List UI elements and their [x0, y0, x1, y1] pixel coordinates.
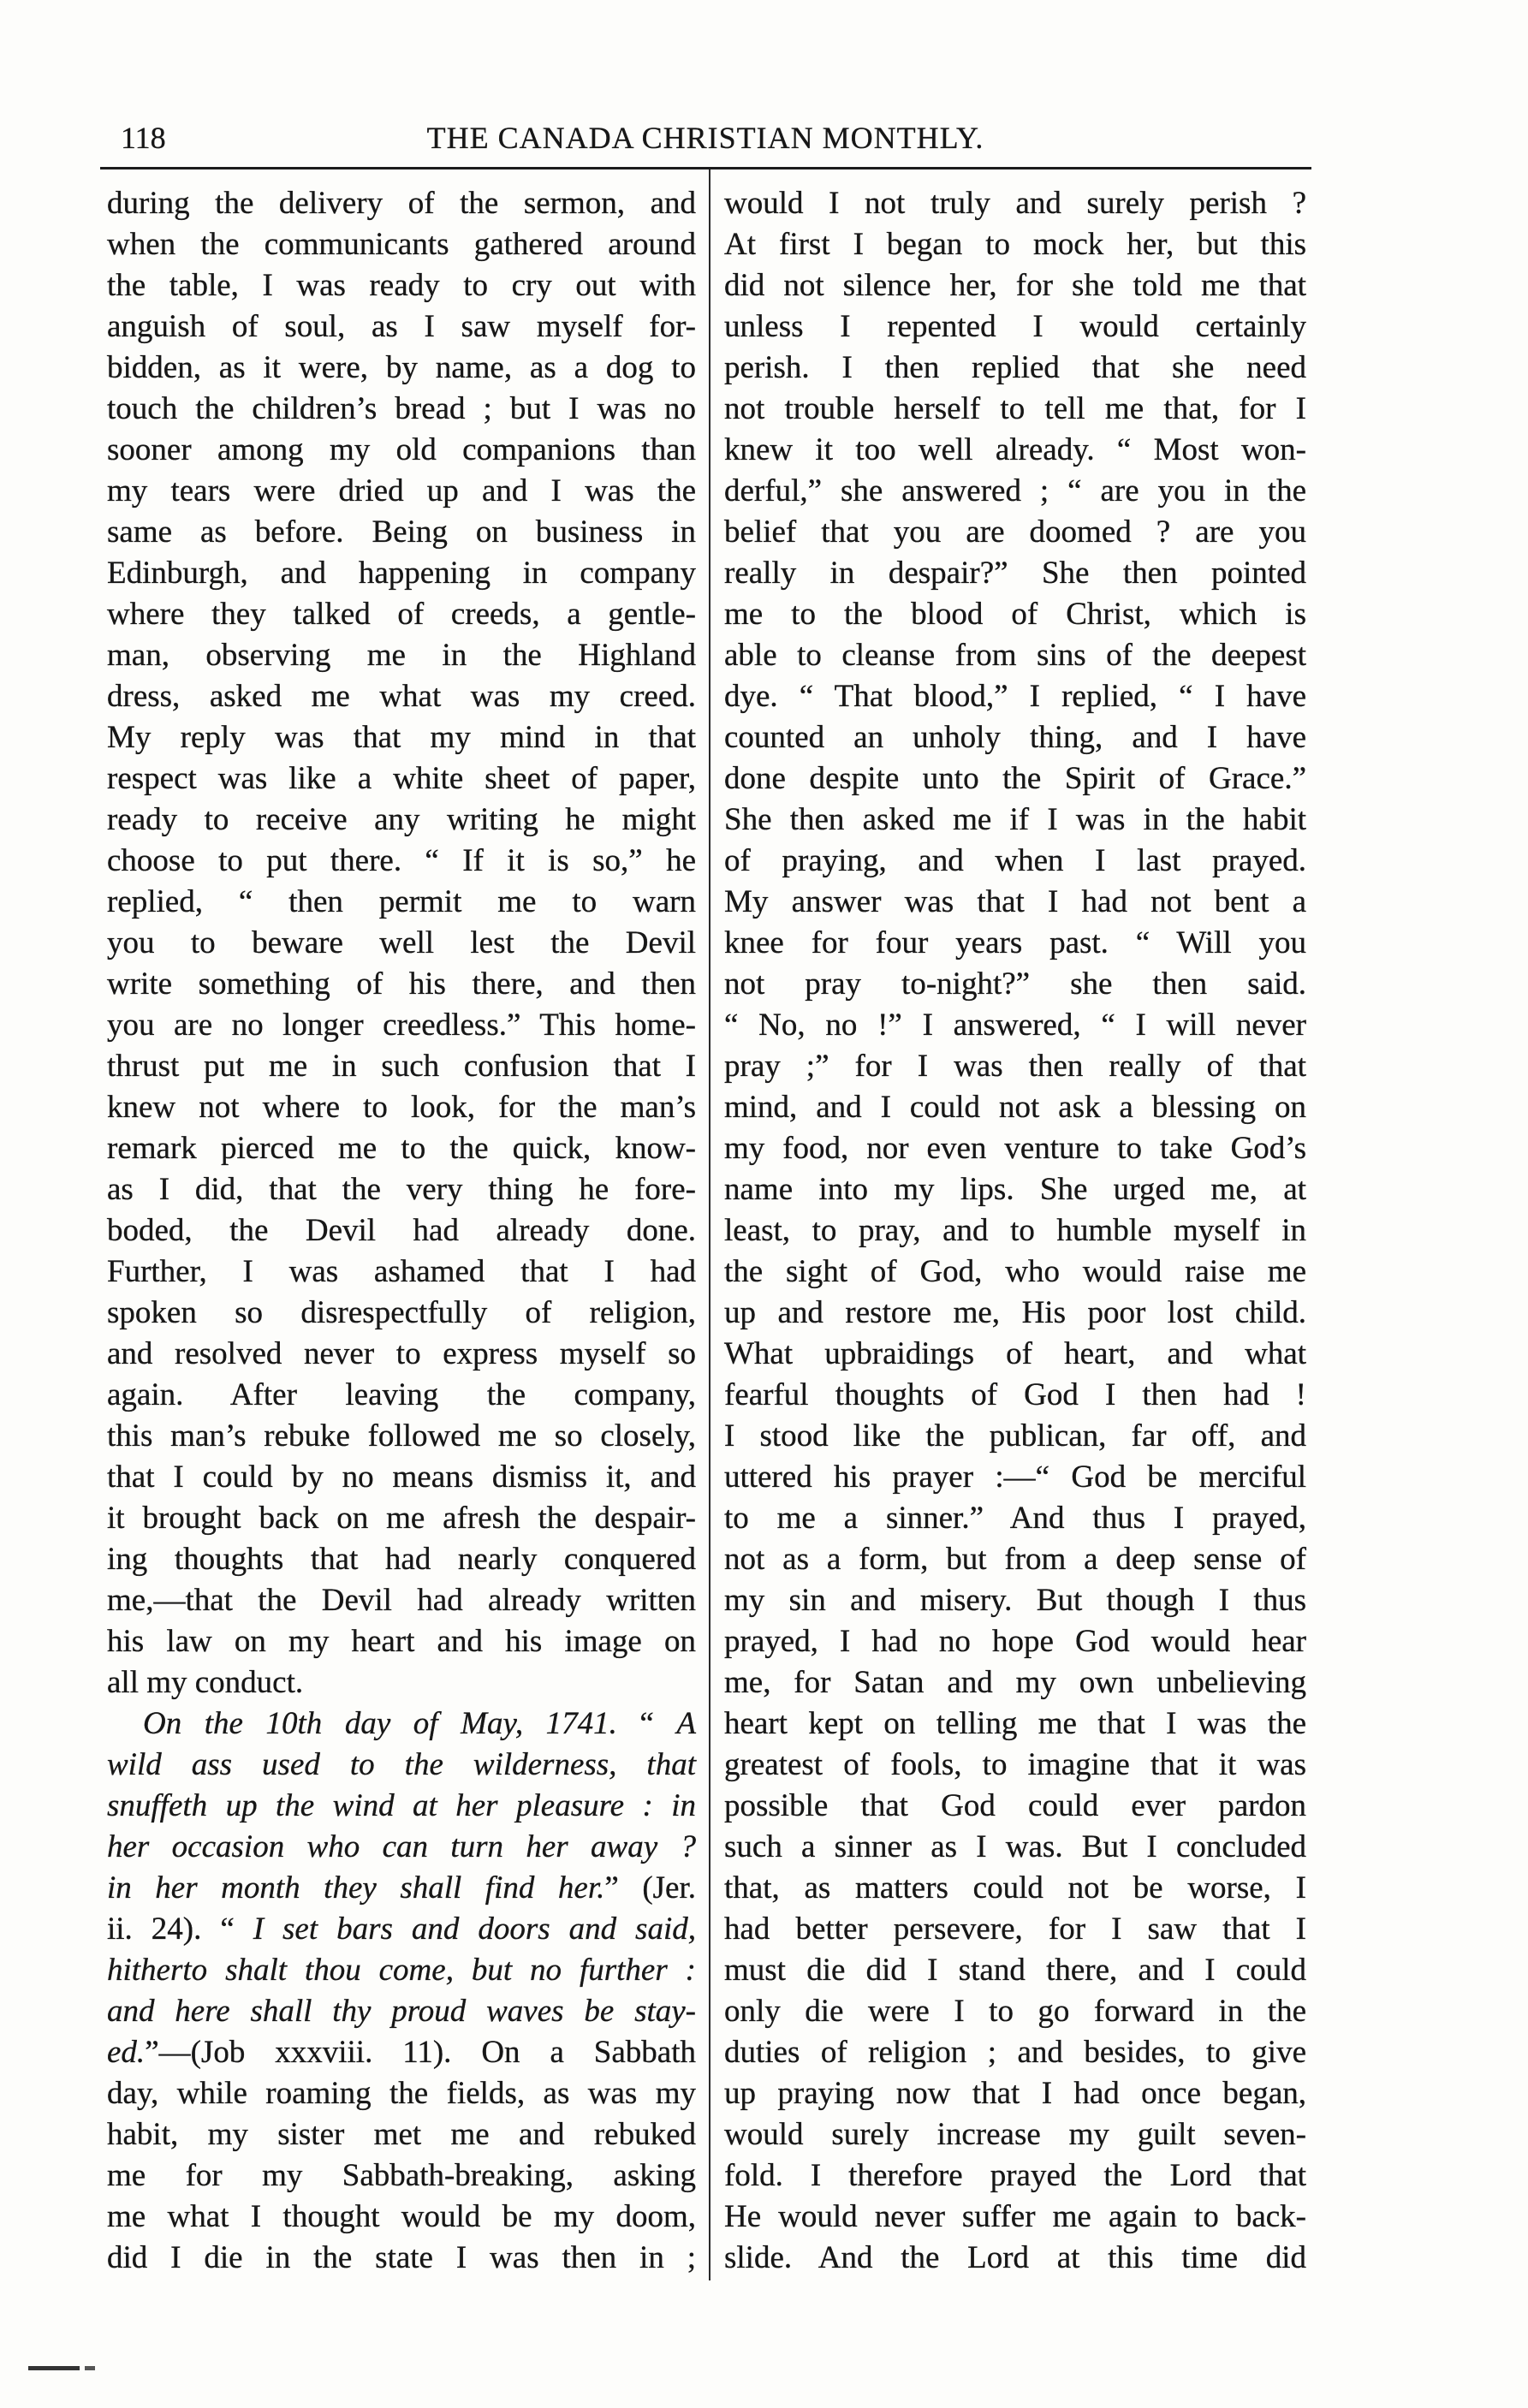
text-line: write something of his there, and then	[107, 966, 696, 1002]
text-line: not trouble herself to tell me that, for I	[724, 391, 1306, 426]
text-line: thrust put me in such confusion that I	[107, 1049, 696, 1084]
scan-mark	[28, 2366, 80, 2370]
text-line	[107, 1868, 696, 1909]
text-line: spoken so disrespectfully of religion,	[107, 1295, 696, 1330]
text-line: would I not truly and surely perish ?	[724, 186, 1306, 221]
text-line: touch the children’s bread ; but I was no	[107, 391, 696, 426]
text-line: Edinburgh, and happening in company	[107, 556, 696, 591]
text-line: prayed, I had no hope God would hear	[724, 1624, 1306, 1659]
text-line: ready to receive any writing he might	[107, 802, 696, 837]
text-line: you to beware well lest the Devil	[107, 925, 696, 960]
text-line: counted an unholy thing, and I have	[724, 720, 1306, 755]
text-line: done despite unto the Spirit of Grace.”	[724, 761, 1306, 796]
text-line: dye. “ That blood,” I replied, “ I have	[724, 679, 1306, 714]
text-line: man, observing me in the Highland	[107, 638, 696, 673]
text-line	[107, 1950, 696, 1991]
text-line: fold. I therefore prayed the Lord that	[724, 2158, 1306, 2193]
text-line	[107, 1991, 696, 2032]
text-line: I stood like the publican, far off, and	[724, 1418, 1306, 1454]
text-line: and resolved never to express myself so	[107, 1336, 696, 1371]
text-line: his law on my heart and his image on	[107, 1624, 696, 1659]
text-line: all my conduct.	[107, 1665, 304, 1700]
text-line	[107, 1786, 696, 1827]
text-line: sooner among my old companions than	[107, 432, 696, 467]
italic-segment: A	[676, 1706, 696, 1741]
text-line: ing thoughts that had nearly conquered	[107, 1542, 696, 1577]
column-divider	[709, 169, 710, 2280]
text-line: derful,” she answered ; “ are you in the	[724, 473, 1306, 508]
text-line: My answer was that I had not bent a	[724, 884, 1306, 919]
text-line: of praying, and when I last prayed.	[724, 843, 1306, 878]
text-line: fearful thoughts of God I then had !	[724, 1377, 1306, 1412]
italic-segment: and here shall thy proud waves be stay-	[107, 1994, 696, 2029]
text-line: me to the blood of Christ, which is	[724, 597, 1306, 632]
text-line: same as before. Being on business in	[107, 514, 696, 550]
text-line: dress, asked me what was my creed.	[107, 679, 696, 714]
text-line: my tears were dried up and I was the	[107, 473, 696, 508]
text-line: knew not where to look, for the man’s	[107, 1090, 696, 1125]
text-line: possible that God could ever pardon	[724, 1788, 1306, 1823]
text-line: “ No, no !” I answered, “ I will never	[724, 1008, 1306, 1043]
page-number: 118	[121, 121, 166, 155]
text-line: during the delivery of the sermon, and	[107, 186, 696, 221]
italic-segment: her occasion who can turn her away ?	[107, 1829, 696, 1864]
text-line: perish. I then replied that she need	[724, 350, 1306, 385]
text-line: mind, and I could not ask a blessing on	[724, 1090, 1306, 1125]
text-line: least, to pray, and to humble myself in	[724, 1213, 1306, 1248]
text-line: choose to put there. “ If it is so,” he	[107, 843, 696, 878]
text-line: What upbraidings of heart, and what	[724, 1336, 1306, 1371]
italic-segment: wild ass used to the wilderness, that	[107, 1747, 696, 1782]
italic-segment: I set bars and doors and said,	[253, 1912, 696, 1947]
text-line: slide. And the Lord at this time did	[724, 2240, 1306, 2275]
text-line: my food, nor even venture to take God’s	[724, 1131, 1306, 1166]
italic-segment: in her month they shall find her.	[107, 1870, 605, 1906]
text-line	[107, 1703, 696, 1745]
text-line: habit, my sister met me and rebuked	[107, 2117, 696, 2152]
text-line: remark pierced me to the quick, know-	[107, 1131, 696, 1166]
text-line: really in despair?” She then pointed	[724, 556, 1306, 591]
text-segment: “	[616, 1706, 677, 1741]
text-line: She then asked me if I was in the habit	[724, 802, 1306, 837]
text-line: me, for Satan and my own unbelieving	[724, 1665, 1306, 1700]
text-line	[107, 1909, 696, 1950]
text-line	[107, 2032, 696, 2073]
text-line: anguish of soul, as I saw myself for-	[107, 309, 696, 344]
text-line: where they talked of creeds, a gentle-	[107, 597, 696, 632]
text-line: you are no longer creedless.” This home-	[107, 1008, 696, 1043]
text-line: my sin and misery. But though I thus	[724, 1583, 1306, 1618]
text-line: day, while roaming the fields, as was my	[107, 2076, 696, 2111]
text-segment: ii. 24). “	[107, 1912, 253, 1947]
text-line: He would never suffer me again to back-	[724, 2199, 1306, 2234]
text-line: name into my lips. She urged me, at	[724, 1172, 1306, 1207]
text-line: able to cleanse from sins of the deepest	[724, 638, 1306, 673]
text-line: did I die in the state I was then in ;	[107, 2240, 696, 2275]
text-line: knee for four years past. “ Will you	[724, 925, 1306, 960]
text-line: pray ;” for I was then really of that	[724, 1049, 1306, 1084]
text-line: unless I repented I would certainly	[724, 309, 1306, 344]
header-rule	[100, 167, 1311, 169]
text-line: At first I began to mock her, but this	[724, 227, 1306, 262]
text-line: when the communicants gathered around	[107, 227, 696, 262]
text-line: the table, I was ready to cry out with	[107, 268, 696, 303]
text-line: had better persevere, for I saw that I	[724, 1912, 1306, 1947]
italic-segment: hitherto shalt thou come, but no further :	[107, 1953, 696, 1988]
right-column	[724, 183, 1306, 2279]
text-line: this man’s rebuke followed me so closely,	[107, 1418, 696, 1454]
paragraph	[107, 183, 696, 1703]
text-line: me for my Sabbath-breaking, asking	[107, 2158, 696, 2193]
text-line: not as a form, but from a deep sense of	[724, 1542, 1306, 1577]
paragraph	[724, 183, 1306, 2279]
text-line: greatest of fools, to imagine that it was	[724, 1747, 1306, 1782]
text-line: such a sinner as I was. But I concluded	[724, 1829, 1306, 1864]
text-line: did not silence her, for she told me that	[724, 268, 1306, 303]
text-line: that I could by no means dismiss it, and	[107, 1460, 696, 1495]
text-line: duties of religion ; and besides, to give	[724, 2035, 1306, 2070]
italic-segment: On the 10th day of May, 1741.	[143, 1706, 617, 1741]
text-line: belief that you are doomed ? are you	[724, 514, 1306, 550]
text-line: uttered his prayer :—“ God be merciful	[724, 1460, 1306, 1495]
text-line: respect was like a white sheet of paper,	[107, 761, 696, 796]
text-line: would surely increase my guilt seven-	[724, 2117, 1306, 2152]
text-line: as I did, that the very thing he fore-	[107, 1172, 696, 1207]
text-segment: ” (Jer.	[604, 1870, 696, 1906]
text-line: not pray to-night?” she then said.	[724, 966, 1306, 1002]
text-line: boded, the Devil had already done.	[107, 1213, 696, 1248]
running-title: THE CANADA CHRISTIAN MONTHLY.	[426, 121, 984, 155]
text-line: me what I thought would be my doom,	[107, 2199, 696, 2234]
text-line	[107, 1827, 696, 1868]
text-line: that, as matters could not be worse, I	[724, 1870, 1306, 1906]
text-line: must die did I stand there, and I could	[724, 1953, 1306, 1988]
running-header	[0, 0, 1528, 171]
text-line: knew it too well already. “ Most won-	[724, 432, 1306, 467]
text-line: only die were I to go forward in the	[724, 1994, 1306, 2029]
text-line: it brought back on me afresh the despair-	[107, 1501, 696, 1536]
paragraph	[107, 1703, 696, 2279]
text-line: up praying now that I had once began,	[724, 2076, 1306, 2111]
left-column	[107, 183, 696, 2279]
italic-segment: snuffeth up the wind at her pleasure : in	[107, 1788, 696, 1823]
text-line: the sight of God, who would raise me	[724, 1254, 1306, 1289]
text-line: replied, “ then permit me to warn	[107, 884, 696, 919]
text-line	[107, 1745, 696, 1786]
text-line: bidden, as it were, by name, as a dog to	[107, 350, 696, 385]
text-line: up and restore me, His poor lost child.	[724, 1295, 1306, 1330]
text-line: heart kept on telling me that I was the	[724, 1706, 1306, 1741]
text-line: Further, I was ashamed that I had	[107, 1254, 696, 1289]
text-line: to me a sinner.” And thus I prayed,	[724, 1501, 1306, 1536]
text-line: me,—that the Devil had already written	[107, 1583, 696, 1618]
text-line: again. After leaving the company,	[107, 1377, 696, 1412]
italic-segment: ed.	[107, 2035, 146, 2070]
text-line: My reply was that my mind in that	[107, 720, 696, 755]
text-segment: ”—(Job xxxviii. 11). On a Sabbath	[145, 2035, 696, 2070]
